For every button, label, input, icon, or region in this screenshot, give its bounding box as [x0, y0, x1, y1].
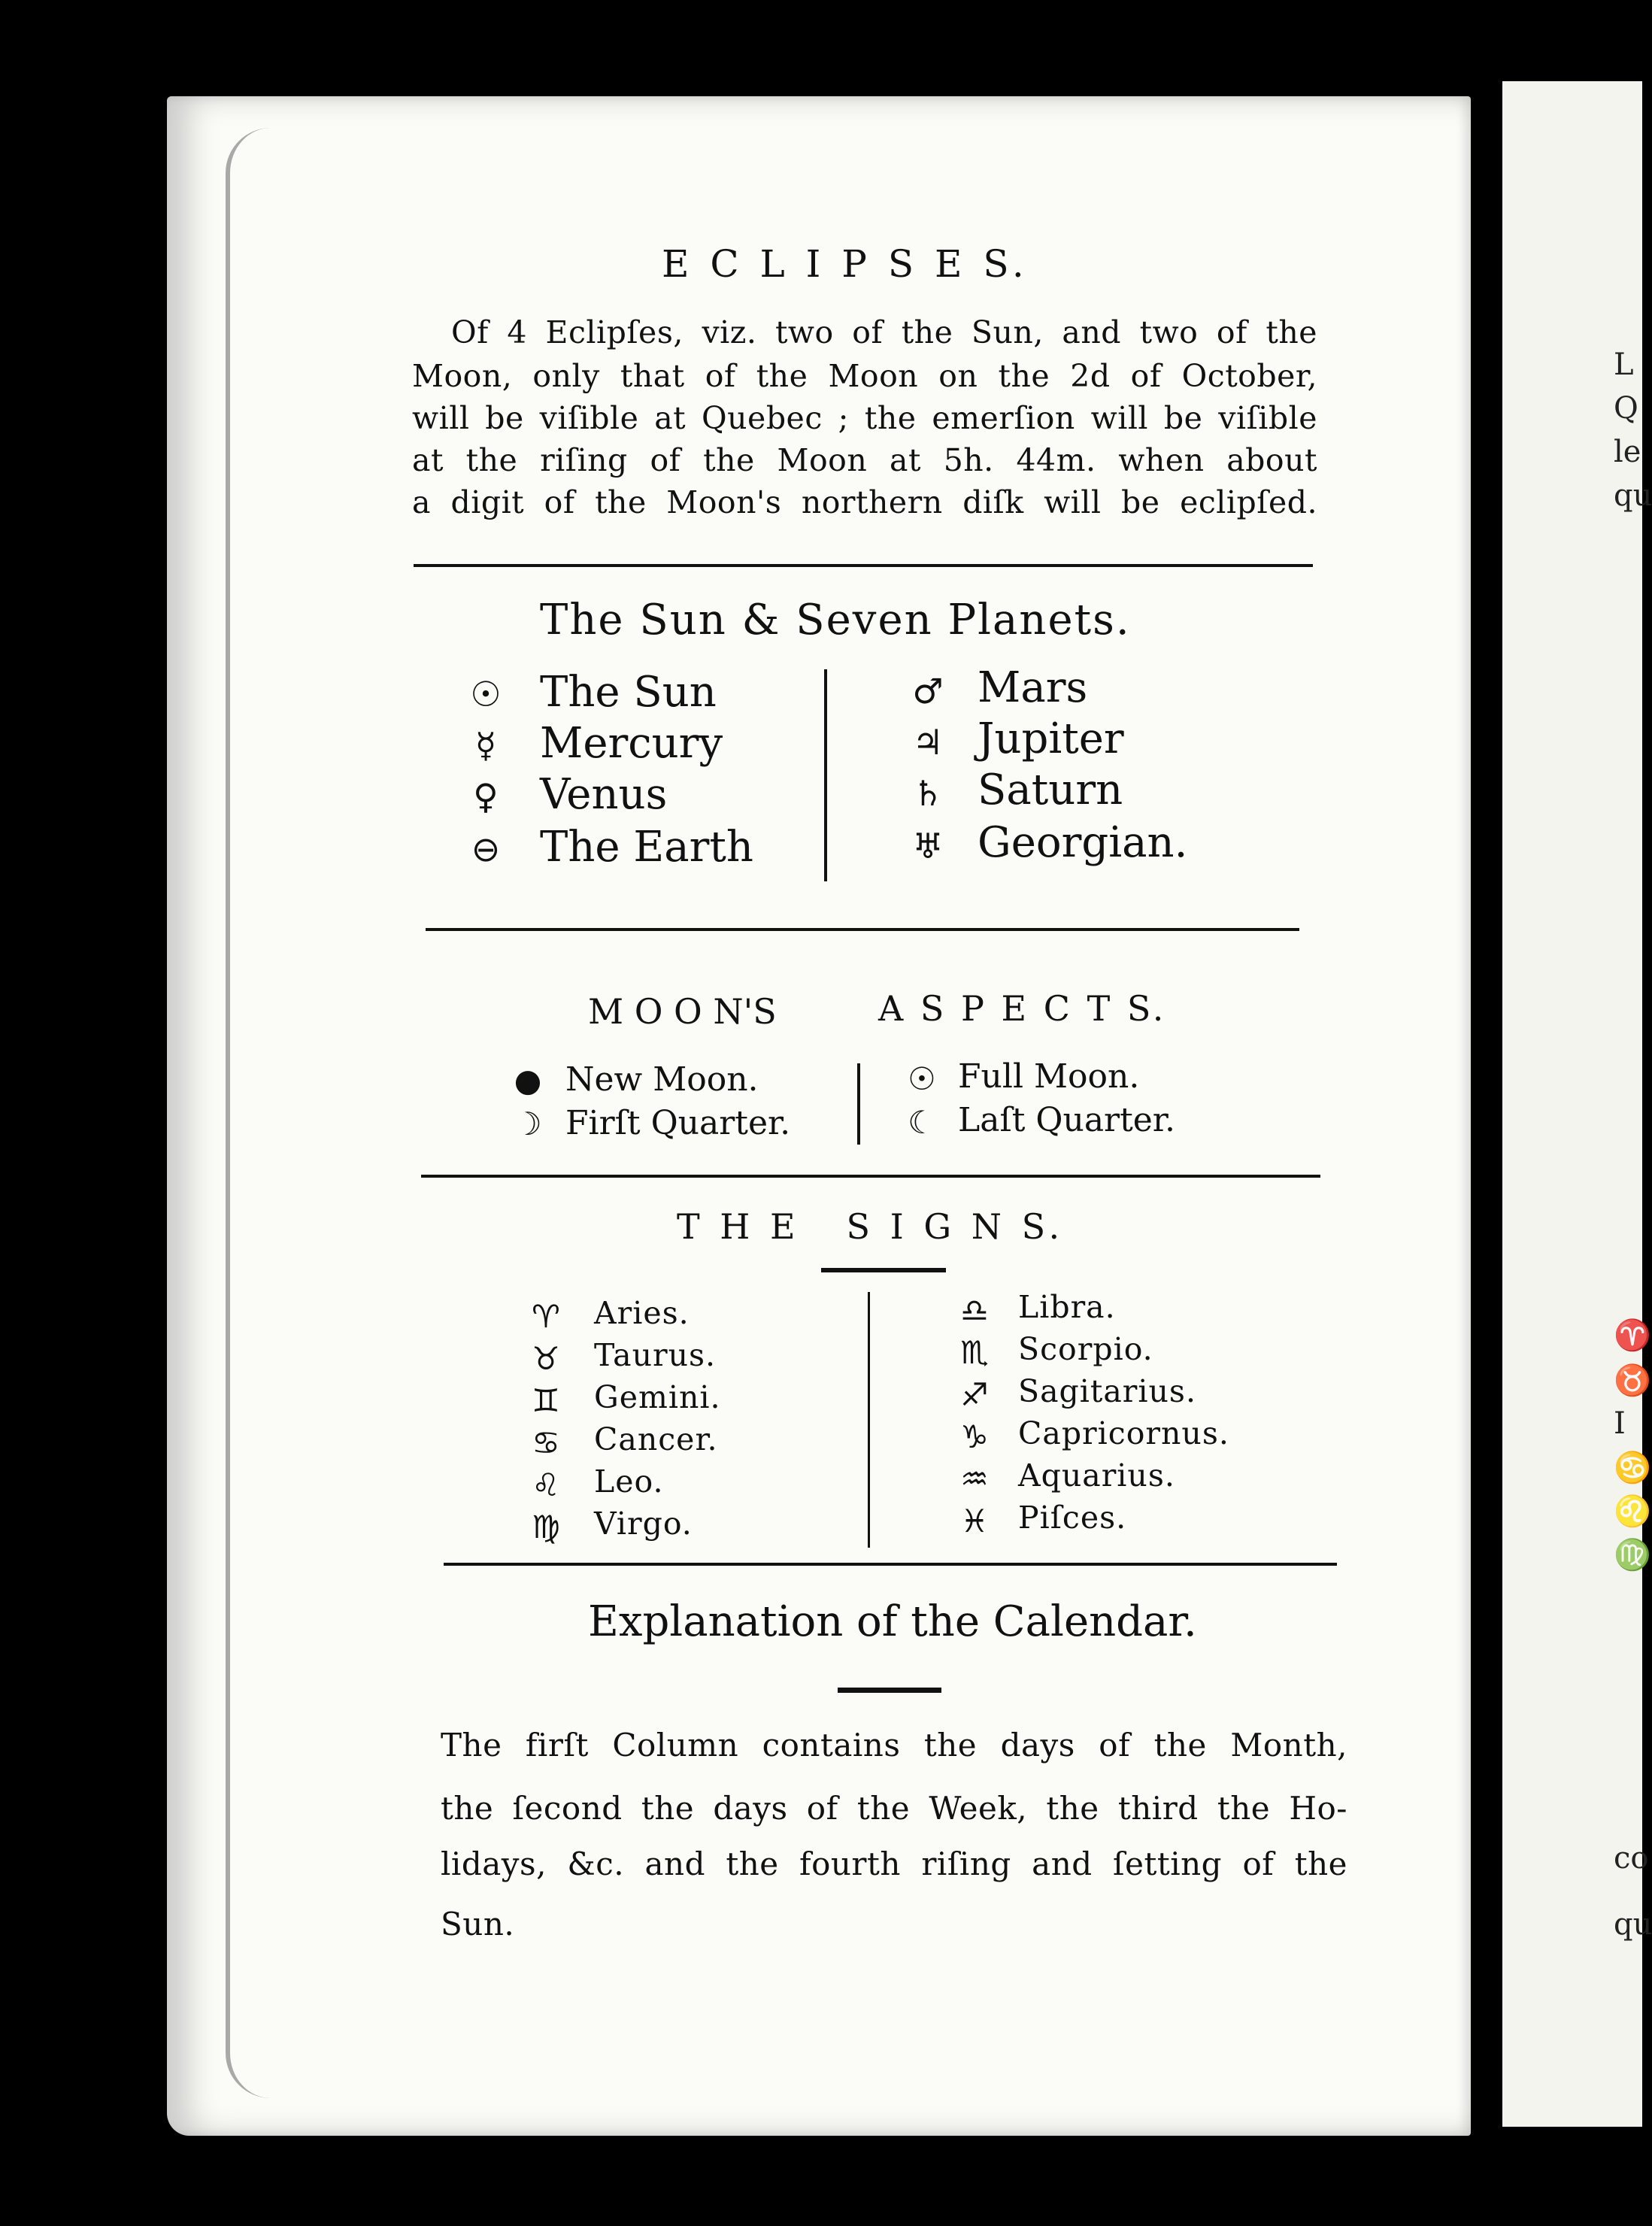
- divider-rule: [414, 564, 1313, 567]
- aries-icon: ♈: [532, 1298, 560, 1335]
- sign-name: Gemini.: [594, 1379, 721, 1415]
- eclipses-line: Moon, only that of the Moon on the 2d of October,: [412, 358, 1317, 394]
- facing-page-fragment: Q: [1614, 391, 1638, 426]
- calendar-line: The firſt Column contains the days of the Month,: [441, 1727, 1347, 1764]
- earth-symbol-icon: ⊖: [471, 829, 501, 869]
- georgian-symbol-icon: ♅: [912, 826, 944, 866]
- full-moon-icon: ☉: [908, 1060, 936, 1097]
- page-curl-shadow: [226, 128, 320, 2098]
- mars-symbol-icon: ♂: [912, 671, 944, 711]
- facing-page-fragment: I: [1614, 1406, 1626, 1441]
- facing-page: [1483, 81, 1642, 2127]
- moon-aspects-heading-left: M O O N'S: [588, 991, 777, 1032]
- facing-page-fragment: ♈: [1614, 1318, 1651, 1353]
- facing-page-fragment: co: [1614, 1841, 1649, 1876]
- virgo-icon: ♍: [532, 1509, 560, 1545]
- facing-page-fragment: le: [1614, 435, 1641, 469]
- sign-name: Aries.: [594, 1295, 690, 1331]
- facing-page-fragment: qu: [1614, 478, 1652, 513]
- calendar-line: the ſecond the days of the Week, the third the Ho-: [441, 1790, 1347, 1827]
- moon-aspects-heading-right: A S P E C T S.: [878, 988, 1167, 1029]
- jupiter-symbol-icon: ♃: [912, 722, 944, 763]
- calendar-line: Sun.: [441, 1906, 515, 1942]
- calendar-heading: Explanation of the Calendar.: [588, 1597, 1197, 1646]
- cancer-icon: ♋: [532, 1424, 560, 1461]
- moon-aspect-name: Laſt Quarter.: [958, 1101, 1175, 1139]
- sign-name: Piſces.: [1018, 1500, 1127, 1536]
- taurus-icon: ♉: [532, 1340, 560, 1377]
- last-quarter-icon: ☾: [908, 1104, 936, 1141]
- pisces-icon: ♓: [960, 1503, 989, 1539]
- calendar-heading-underline: [838, 1688, 941, 1693]
- calendar-line: lidays, &c. and the fourth riſing and ſetting of the: [441, 1845, 1347, 1882]
- libra-icon: ♎: [960, 1292, 989, 1329]
- planet-name: Saturn: [978, 766, 1123, 814]
- venus-symbol-icon: ♀: [473, 776, 499, 817]
- moon-aspect-name: Full Moon.: [958, 1057, 1140, 1096]
- gemini-icon: ♊: [532, 1382, 560, 1419]
- sign-name: Cancer.: [594, 1421, 718, 1457]
- planet-name: Mars: [978, 663, 1088, 712]
- signs-heading: T H E S I G N S.: [677, 1206, 1065, 1247]
- facing-page-fragment: L: [1614, 347, 1634, 382]
- moon-aspects-column-divider: [857, 1063, 860, 1145]
- sign-name: Leo.: [594, 1463, 664, 1500]
- eclipses-line: at the riſing of the Moon at 5h. 44m. when about: [412, 442, 1317, 478]
- sign-name: Libra.: [1018, 1289, 1116, 1325]
- mercury-symbol-icon: ☿: [474, 725, 497, 766]
- scorpio-icon: ♏: [960, 1334, 989, 1371]
- saturn-symbol-icon: ♄: [912, 773, 944, 814]
- leo-icon: ♌: [532, 1466, 560, 1503]
- eclipses-line: Of 4 Eclipſes, viz. two of the Sun, and two of the: [451, 314, 1317, 350]
- moon-aspect-name: New Moon.: [565, 1060, 759, 1099]
- sign-name: Sagitarius.: [1018, 1373, 1197, 1409]
- aquarius-icon: ♒: [960, 1460, 989, 1497]
- planets-column-divider: [824, 669, 827, 881]
- sign-name: Virgo.: [594, 1506, 693, 1542]
- facing-page-fragment: ♍: [1614, 1538, 1651, 1572]
- planet-name: Venus: [540, 770, 668, 819]
- facing-page-fragment: ♋: [1614, 1451, 1651, 1485]
- signs-heading-underline: [821, 1268, 946, 1272]
- facing-page-fragment: ♌: [1614, 1494, 1651, 1529]
- first-quarter-icon: ☽: [514, 1105, 542, 1142]
- planets-heading: The Sun & Seven Planets.: [540, 596, 1131, 644]
- eclipses-line: a digit of the Moon's northern diſk will be eclipſed.: [412, 484, 1317, 520]
- facing-page-fragment: qu: [1614, 1907, 1652, 1942]
- planet-name: Mercury: [540, 719, 723, 768]
- capricorn-icon: ♑: [960, 1418, 989, 1455]
- new-moon-icon: ●: [514, 1062, 542, 1099]
- planet-name: Jupiter: [978, 714, 1124, 763]
- sun-symbol-icon: ☉: [470, 674, 502, 714]
- sign-name: Capricornus.: [1018, 1415, 1229, 1451]
- divider-rule: [444, 1563, 1337, 1566]
- sagittarius-icon: ♐: [960, 1376, 989, 1413]
- sign-name: Taurus.: [594, 1337, 717, 1373]
- page-gutter: [1472, 81, 1502, 2149]
- eclipses-line: will be viſible at Quebec ; the emerſion will be viſible: [412, 400, 1317, 436]
- facing-page-fragment: ♉: [1614, 1363, 1651, 1398]
- planet-name: The Sun: [540, 668, 717, 717]
- sign-name: Aquarius.: [1018, 1457, 1175, 1494]
- sign-name: Scorpio.: [1018, 1331, 1153, 1367]
- planet-name: Georgian.: [978, 818, 1188, 867]
- divider-rule: [426, 928, 1299, 931]
- signs-column-divider: [868, 1292, 870, 1548]
- eclipses-heading: E C L I P S E S.: [662, 242, 1029, 286]
- planet-name: The Earth: [540, 823, 753, 872]
- divider-rule: [421, 1175, 1320, 1178]
- moon-aspect-name: Firſt Quarter.: [565, 1104, 791, 1142]
